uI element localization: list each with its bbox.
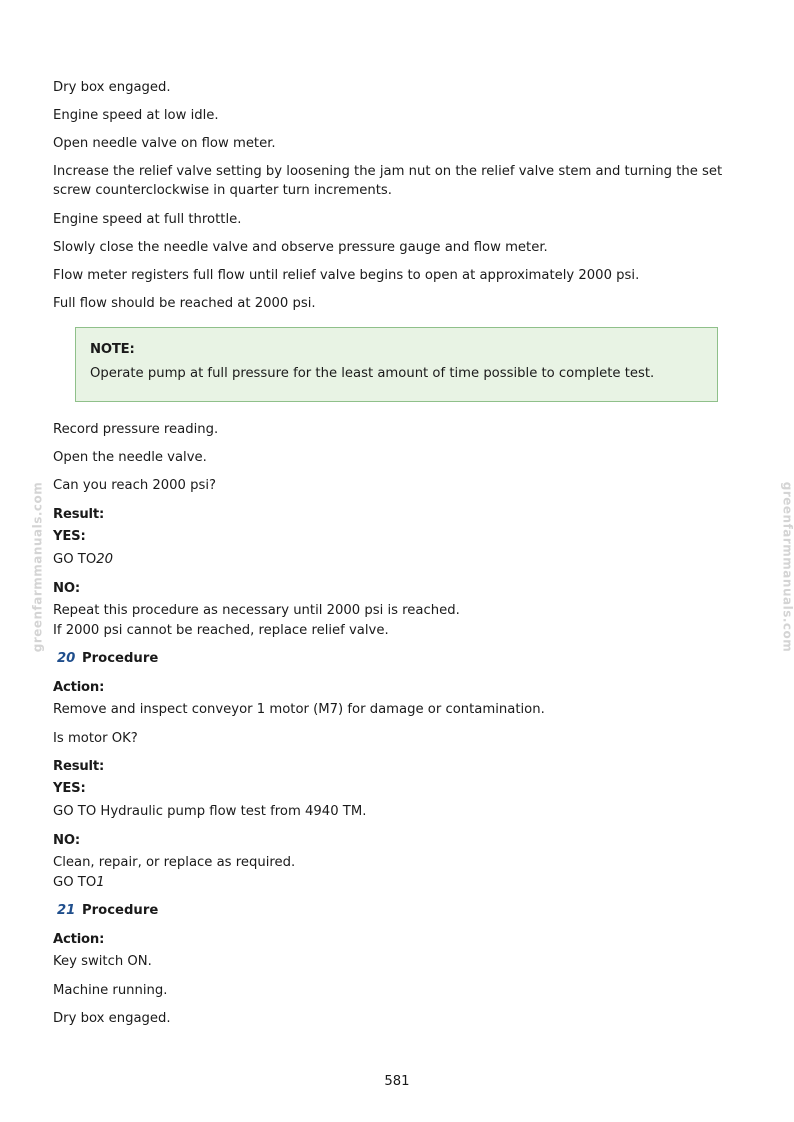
step-line: Open needle valve on flow meter. xyxy=(53,136,276,151)
yes-line: GO TO Hydraulic pump flow test from 4940 TM. xyxy=(53,804,367,819)
result-label: Result: xyxy=(53,759,105,774)
step-title: Procedure xyxy=(82,903,159,918)
action-label: Action: xyxy=(53,932,105,947)
question-line: Can you reach 2000 psi? xyxy=(53,478,217,493)
watermark-left: greenfarmmanuals.com xyxy=(30,481,45,653)
watermark-right: greenfarmmanuals.com xyxy=(780,481,794,653)
step-line: Engine speed at low idle. xyxy=(53,108,219,123)
action-line: Dry box engaged. xyxy=(53,1011,171,1026)
page-number: 581 xyxy=(384,1074,410,1089)
step-line: Slowly close the needle valve and observe pressure gauge and flow meter. xyxy=(53,240,548,255)
yes-goto-line xyxy=(53,550,113,569)
step-line: Open the needle valve. xyxy=(53,450,207,465)
goto-prefix: GO TO xyxy=(53,875,97,890)
no-line: Repeat this procedure as necessary until 2000 psi is reached. xyxy=(53,603,460,618)
step-line: Full flow should be reached at 2000 psi. xyxy=(53,296,316,311)
note-text: Operate pump at full pressure for the least amount of time possible to complete test. xyxy=(90,366,655,381)
step-number: 21 xyxy=(57,903,76,918)
step-line: Record pressure reading. xyxy=(53,422,219,437)
step-title: Procedure xyxy=(82,651,159,666)
result-label: Result: xyxy=(53,507,105,522)
note-box xyxy=(75,327,718,402)
action-line: Key switch ON. xyxy=(53,954,152,969)
step-number: 20 xyxy=(57,651,76,666)
note-title: NOTE: xyxy=(90,342,135,357)
goto-step-link[interactable]: 1 xyxy=(96,875,105,890)
no-line: Clean, repair, or replace as required. xyxy=(53,855,296,870)
step-20-heading xyxy=(57,649,158,668)
step-line: Engine speed at full throttle. xyxy=(53,212,242,227)
question-line: Is motor OK? xyxy=(53,731,138,746)
yes-label: YES: xyxy=(53,529,86,544)
action-line: Remove and inspect conveyor 1 motor (M7) for damage or contamination. xyxy=(53,702,545,717)
action-label: Action: xyxy=(53,680,105,695)
no-goto-line xyxy=(53,873,105,892)
no-line: If 2000 psi cannot be reached, replace relief valve. xyxy=(53,623,389,638)
no-label: NO: xyxy=(53,581,80,596)
action-line: Machine running. xyxy=(53,983,168,998)
step-21-heading xyxy=(57,901,158,920)
yes-label: YES: xyxy=(53,781,86,796)
step-line: Increase the relief valve setting by loosening the jam nut on the relief valve stem and turning the set screw counterclockwise in quarter turn increments. xyxy=(53,164,723,198)
step-line: Flow meter registers full flow until relief valve begins to open at approximately 2000 psi. xyxy=(53,268,640,283)
goto-step-link[interactable]: 20 xyxy=(96,552,114,567)
goto-prefix: GO TO xyxy=(53,552,97,567)
no-label: NO: xyxy=(53,833,80,848)
step-line: Dry box engaged. xyxy=(53,80,171,95)
